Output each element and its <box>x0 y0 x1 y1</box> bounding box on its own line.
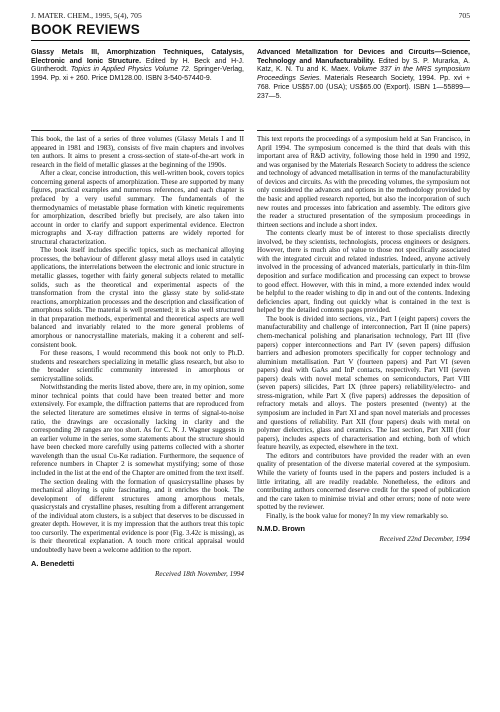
book-editors: Edited by H. Beck and H-J. Güntherodt. <box>31 57 244 74</box>
received-date: Received 22nd December, 1994 <box>379 535 470 544</box>
review-paragraph: After a clear, concise introduction, this well-written book, covers topics concerning general aspects of amorphization. These are supported by many figures, practical examples and numerous references, and each chapter is prefaced by a very useful summary. The fundamentals of the thermodynamics of metastable phase formation with kinetic requirements for amorphization, described briefly but precisely, are also taken into account in order to clarify and support experimental evidence. Electron micrographs and X-ray diffraction patterns are widely reported for structural characterization. <box>31 169 244 246</box>
review-paragraph: The contents clearly must be of interest to those specialists directly involved, be they scientists, technologists, process engineers or designers. However, there is much also of value to those not specifically associated with the integrated circuit and related industries. Indeed, anyone actively involved in the processing of advanced materials, particularly in thin-film deposition and surface modification and processing can expect to browse to good effect. However, with this in mind, a more extended index would be helpful to the reader wishing to dip in and out of the contents. Indexing deficiencies apart, finding out quickly what is contained in the text is helped by the detailed contents pages provided. <box>257 229 470 315</box>
journal-citation: J. MATER. CHEM., 1995, 5(4), 705 <box>31 10 142 20</box>
received-date: Received 18th November, 1994 <box>154 569 244 578</box>
header-rule <box>31 130 244 131</box>
book-header <box>257 49 470 130</box>
review-paragraph: The section dealing with the formation of quasicrystalline phases by mechanical alloying is quite fascinating, and it enriches the book. The development of different structures among amorphous metals, quasicrystals and crystalline phases, resulting from a different arrangement of the individual atom clusters, is a subject that deserves to be discussed in greater depth. However, it is my impression that the authors treat this topic too cursorily. The experimental evidence is poor (Fig. 3.42c is missing), as is their theoretical explanation. A touch more critical appraisal would undoubtedly have been a welcome addition to the report. <box>31 477 244 554</box>
review-signature <box>257 523 470 544</box>
review-paragraph: Finally, is the book value for money? In my view remarkably so. <box>266 511 449 520</box>
review-paragraph: Notwithstanding the merits listed above, there are, in my opinion, some minor technical points that could have been treated better and more extensively. For example, the diffraction patterns that are reproduced from the selected literature are sometimes elusive in terms of signal-to-noise ratio, the drawings are occasionally lacking in clarity and the corresponding 2θ ranges are too short. As for C. N. J. Wagner suggests in an earlier volume in the series, some statements about the structure should have been checked more carefully using patterns collected with a shorter wavelength than the usual Cu-Kα radiation. Furthermore, the sequence of reference numbers in Chapter 2 is somewhat mystifying; some of those included in the list at the end of the Chapter are omitted from the text itself. <box>31 383 244 477</box>
review-paragraph: The book is divided into sections, viz., Part I (eight papers) covers the manufacturability and challenge of interconnection, Part II (nine papers) chem-mechanical polishing and planarisation technology, Part III (five papers) copper interconnections and Part IV (seven papers) diffusion barriers and adhesion promoters specifically for copper technology and aluminium metallisation. Part V (fourteen papers) and Part VI (seven papers) deal with GaAs and InP contacts, respectively. Part VII (seven papers) deals with novel metal schemes on semiconductors, Part VIII (seven papers) silicides, Part IX (three papers) reliability/electro- and stress-migration, while Part X (five papers) addresses the deposition of refractory metals and alloys. The posters presented (twenty) at the symposium are included in Part XI and span novel materials and processes and questions of reliability. Part XII (four papers) deals with metal on polymer dielectrics, glass and ceramics. The last section, Part XIII (four papers), includes aspects of characterisation and etching, both of which feature heavily, as expected, elsewhere in the text. <box>257 314 470 452</box>
page-number: 705 <box>458 10 470 20</box>
section-title: BOOK REVIEWS <box>31 22 140 37</box>
book-publication: Materials Research Society, 1994. Pp. xvi + 768. Price US$57.00 (USA); US$65.00 (Export). ISBN 1—55899—237—5. <box>257 75 470 100</box>
title-rule <box>31 40 470 41</box>
header-rule <box>257 130 470 131</box>
book-title: Glassy Metals III, Amorphization Techniques, Catalysis, Electronic and Ionic Structure. <box>31 49 244 65</box>
book-publication: Springer-Verlag, 1994. Pp. xi + 260. Price DM128.00. ISBN 3-540-57440-9. <box>31 66 244 83</box>
review-body <box>257 135 470 520</box>
book-series: Topics in Applied Physics Volume 72. <box>70 66 191 74</box>
running-header <box>31 9 470 21</box>
review-paragraph: For these reasons, I would recommend this book not only to Ph.D. students and researchers specializing in metallic glass research, but also to the broader scientific community interested in amorphous or semicrystalline solids. <box>31 349 244 383</box>
review-column-left <box>31 49 244 578</box>
book-series: Volume 337 in the MRS symposium Proceedings Series. <box>257 66 470 83</box>
reviewer-name: N.M.D. Brown <box>257 524 306 534</box>
review-paragraph: The editors and contributors have provided the reader with an even quality of presentation of the diverse material covered at the symposium. While the variety of founts used in the papers and posters included is a little irritating, all are readily readable. Nonetheless, the editors and contributing authors concerned deserve credit for the speed of publication and the care taken to minimise trivial and other errors; none of note were spotted by the reviewer. <box>257 451 470 512</box>
book-header <box>31 49 244 130</box>
review-paragraph: This book, the last of a series of three volumes (Glassy Metals I and II appeared in 1981 and 1983), consists of five main chapters and involves ten authors. It aims to present a cross-section of state-of-the-art work in research in the field of metallic glasses at the beginning of the 1990s. <box>31 135 244 169</box>
book-title: Advanced Metallization for Devices and Circuits—Science, Technology and Manufacturability. <box>257 49 470 65</box>
book-editors: Edited by S. P. Murarka, A. Katz, K. N. Tu and K. Maex. <box>257 57 470 74</box>
reviewer-name: A. Benedetti <box>31 558 75 568</box>
review-body <box>31 135 244 555</box>
review-signature <box>31 558 244 578</box>
review-paragraph: The book itself includes specific topics, such as mechanical alloying processes, the behaviour of different glassy metal alloys used in catalytic applications, the interrelations between the electronic and ionic structure in metallic glasses, together with fairly general subjects related to metallic solids, such as the theoretical and experimental aspects of the transformation from the crystal into the glassy state by solid-state reactions, amorphization processes and the description and classification of amorphous solids. The material is well presented; it is also well structured in that preparation methods, experimental and theoretical aspects are well balanced and invariably related to the more general problems of amorphous or nanocrystalline materials, making it a coherent and self-consistent book. <box>31 246 244 349</box>
review-column-right <box>257 49 470 544</box>
review-paragraph: This text reports the proceedings of a symposium held at San Francisco, in April 1994. The symposium concerned is the third that deals with this important area of R&D activity, following those held in 1990 and 1992, and was organised by the Materials Research Society to address the science and technology of advanced metallisation in terms of the manufacturability of devices and circuits. As with the preceding volumes, the symposium not only considered the advances and options in the methodology provided by the basic and applied research reported, but also the incorporation of such new routes and processes into fabrication and assembly. The editors give the reader a structured presentation of the symposium proceedings in thirteen sections and include a short index. <box>257 135 470 229</box>
